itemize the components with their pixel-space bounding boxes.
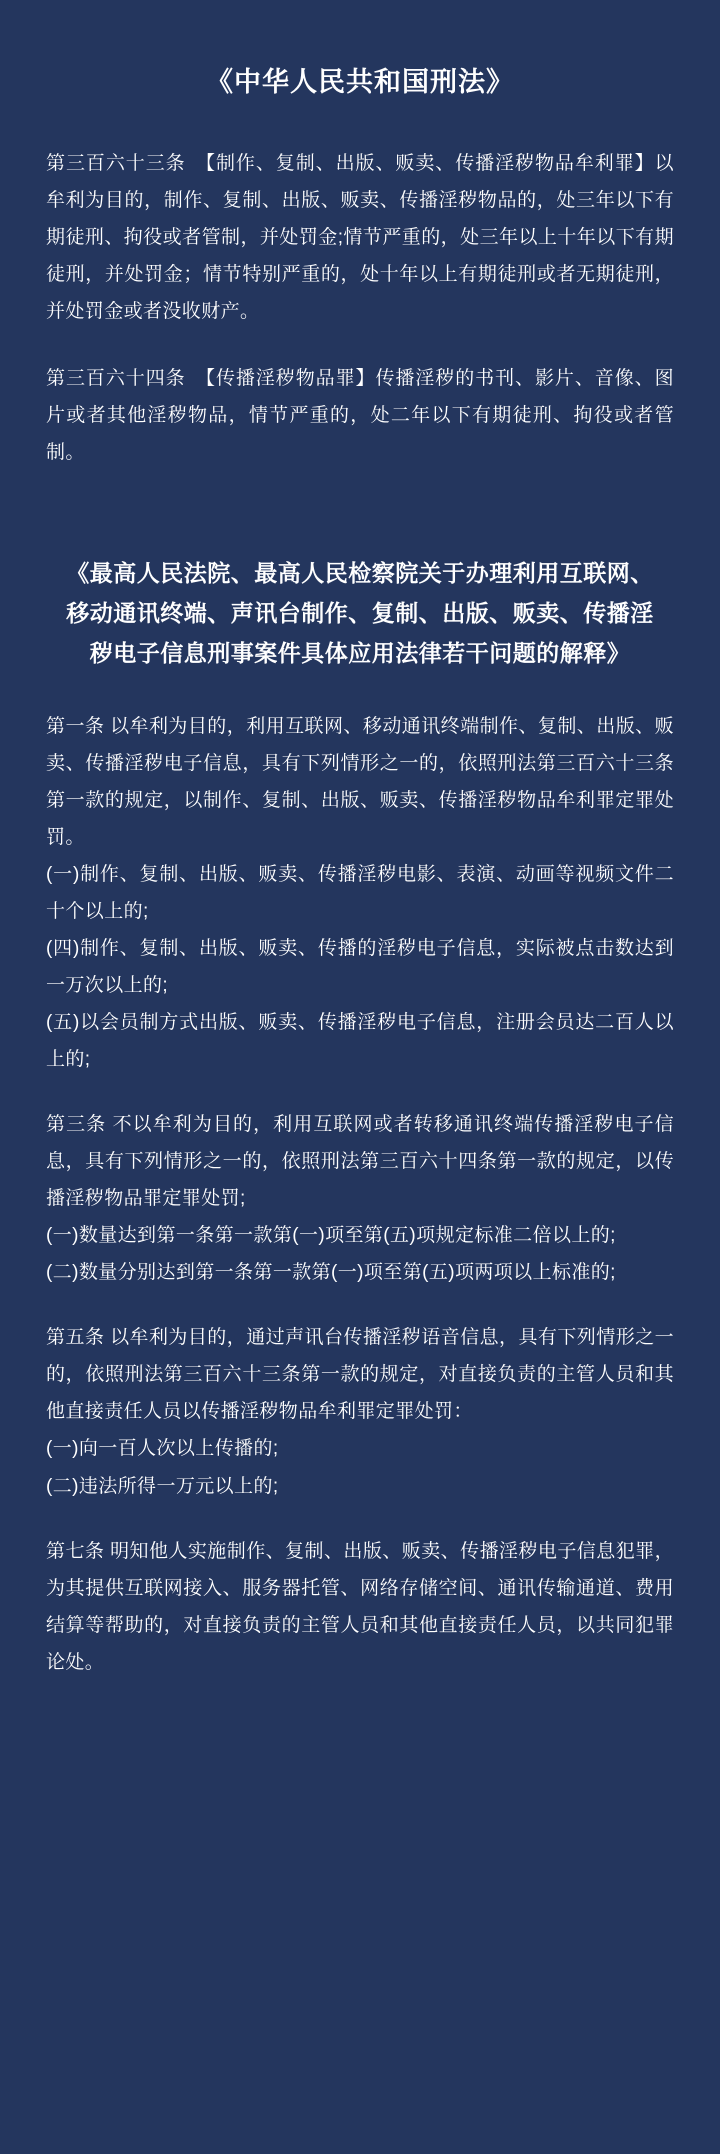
clause-article-1-item-1: (一)制作、复制、出版、贩卖、传播淫秽电影、表演、动画等视频文件二十个以上的; <box>46 863 674 922</box>
clause-article-3-item-2: (二)数量分别达到第一条第一款第(一)项至第(五)项两项以上标准的; <box>46 1262 616 1284</box>
clause-article-3-item-1: (一)数量达到第一条第一款第(一)项至第(五)项规定标准二倍以上的; <box>46 1225 616 1247</box>
law-article-363: 第三百六十三条 【制作、复制、出版、贩卖、传播淫秽物品牟利罪】以牟利为目的，制作、复制、出版、贩卖、传播淫秽物品的，处三年以下有期徒刑、拘役或者管制，并处罚金;情节严重的，处三年以上十年以下有期徒刑，并处罚金；情节特别严重的，处十年以上有期徒刑或者无期徒刑，并处罚金或者没收财产。 <box>46 152 674 322</box>
clause-article-5-item-1: (一)向一百人次以上传播的; <box>46 1438 279 1460</box>
interpretation-title: 《最高人民法院、最高人民检察院关于办理利用互联网、移动通讯终端、声讯台制作、复制、出版、贩卖、传播淫秽电子信息刑事案件具体应用法律若干问题的解释》 <box>66 559 654 667</box>
clause-article-5: 第五条 以牟利为目的，通过声讯台传播淫秽语音信息，具有下列情形之一的，依照刑法第三百六十三条第一款的规定，对直接负责的主管人员和其他直接责任人员以传播淫秽物品牟利罪定罪处罚： <box>46 1327 674 1423</box>
clause-article-5-item-2: (二)违法所得一万元以上的; <box>46 1475 279 1497</box>
interpretation-group-5 <box>46 1319 674 1504</box>
clause-article-1-item-4: (四)制作、复制、出版、贩卖、传播的淫秽电子信息，实际被点击数达到一万次以上的; <box>46 937 674 996</box>
interpretation-group-3 <box>46 1106 674 1291</box>
law-article-364: 第三百六十四条 【传播淫秽物品罪】传播淫秽的书刊、影片、音像、图片或者其他淫秽物品，情节严重的，处二年以下有期徒刑、拘役或者管制。 <box>46 367 674 463</box>
interpretation-group-1 <box>46 708 674 1078</box>
interpretation-group-7 <box>46 1533 674 1681</box>
clause-article-3: 第三条 不以牟利为目的，利用互联网或者转移通讯终端传播淫秽电子信息，具有下列情形之一的，依照刑法第三百六十四条第一款的规定，以传播淫秽物品罪定罪处罚; <box>46 1114 674 1210</box>
clause-article-1-item-5: (五)以会员制方式出版、贩卖、传播淫秽电子信息，注册会员达二百人以上的; <box>46 1012 674 1071</box>
clause-article-1: 第一条 以牟利为目的，利用互联网、移动通讯终端制作、复制、出版、贩卖、传播淫秽电子信息，具有下列情形之一的，依照刑法第三百六十三条第一款的规定，以制作、复制、出版、贩卖、传播淫秽物品牟利罪定罪处罚。 <box>46 715 674 848</box>
clause-article-7: 第七条 明知他人实施制作、复制、出版、贩卖、传播淫秽电子信息犯罪，为其提供互联网接入、服务器托管、网络存储空间、通讯传输通道、费用结算等帮助的，对直接负责的主管人员和其他直接责任人员，以共同犯罪论处。 <box>46 1540 674 1673</box>
section-spacer <box>46 501 674 543</box>
page-title: 《中华人民共和国刑法》 <box>206 67 514 97</box>
